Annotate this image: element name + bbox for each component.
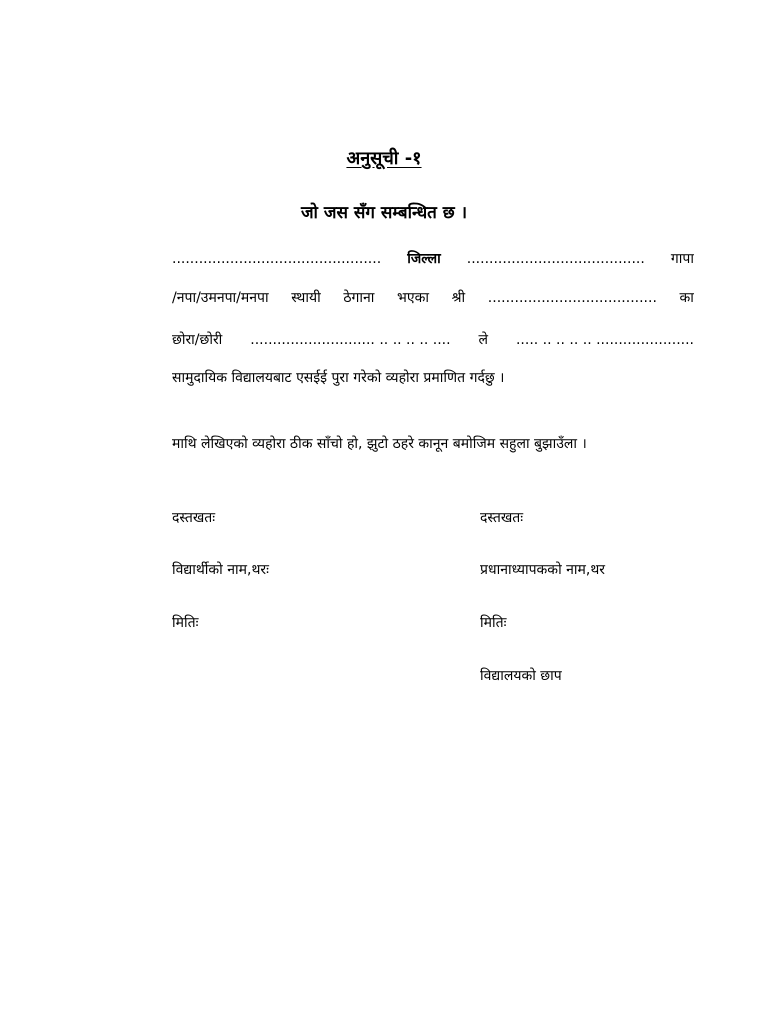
headteacher-name-label: प्रधानाध्यापकको नाम,थर	[480, 562, 606, 578]
declaration-statement: माथि लेखिएको व्यहोरा ठीक साँचो हो, झुटो ठहरे कानून बमोजिम सहुला बुझाउँला ।	[172, 436, 587, 452]
permanent-label: स्थायी	[291, 290, 321, 306]
certification-statement: सामुदायिक विद्यालयबाट एसईई पुरा गरेको व्यहोरा प्रमाणित गर्दछु ।	[172, 370, 505, 386]
address-line-2	[172, 288, 694, 307]
document-subtitle: जो जस सँग सम्बन्धित छ ।	[300, 203, 468, 223]
municipality-label: /नपा/उमनपा/मनपा	[172, 290, 269, 306]
blank-dots: ......................................	[487, 290, 657, 306]
blank-dots: ...............................................	[172, 251, 382, 267]
being-label: भएका	[397, 290, 429, 306]
headteacher-date-label: मितिः	[480, 615, 507, 631]
student-name-label: विद्यार्थीको नाम,थरः	[172, 562, 269, 578]
blank-dots: ........................................	[466, 251, 645, 267]
headteacher-signature-label: दस्तखतः	[480, 510, 524, 526]
school-stamp-label: विद्यालयको छाप	[480, 668, 562, 684]
blank-dots: ............................ .. .. .. .. ....	[250, 332, 451, 348]
district-label: जिल्ला	[407, 251, 441, 267]
le-label: ले	[478, 332, 489, 348]
student-date-label: मितिः	[172, 615, 199, 631]
shree-label: श्री	[451, 290, 466, 306]
blank-dots: ..... .. .. .. .. ......................	[515, 332, 694, 348]
gapa-label: गापा	[670, 251, 694, 267]
address-label: ठेगाना	[343, 290, 375, 306]
student-signature-label: दस्तखतः	[172, 510, 216, 526]
address-line-3	[172, 330, 694, 349]
son-daughter-label: छोरा/छोरी	[172, 332, 223, 348]
address-line-1	[172, 249, 694, 268]
ka-label: का	[679, 290, 694, 306]
document-title: अनुसूची -१	[346, 148, 422, 169]
